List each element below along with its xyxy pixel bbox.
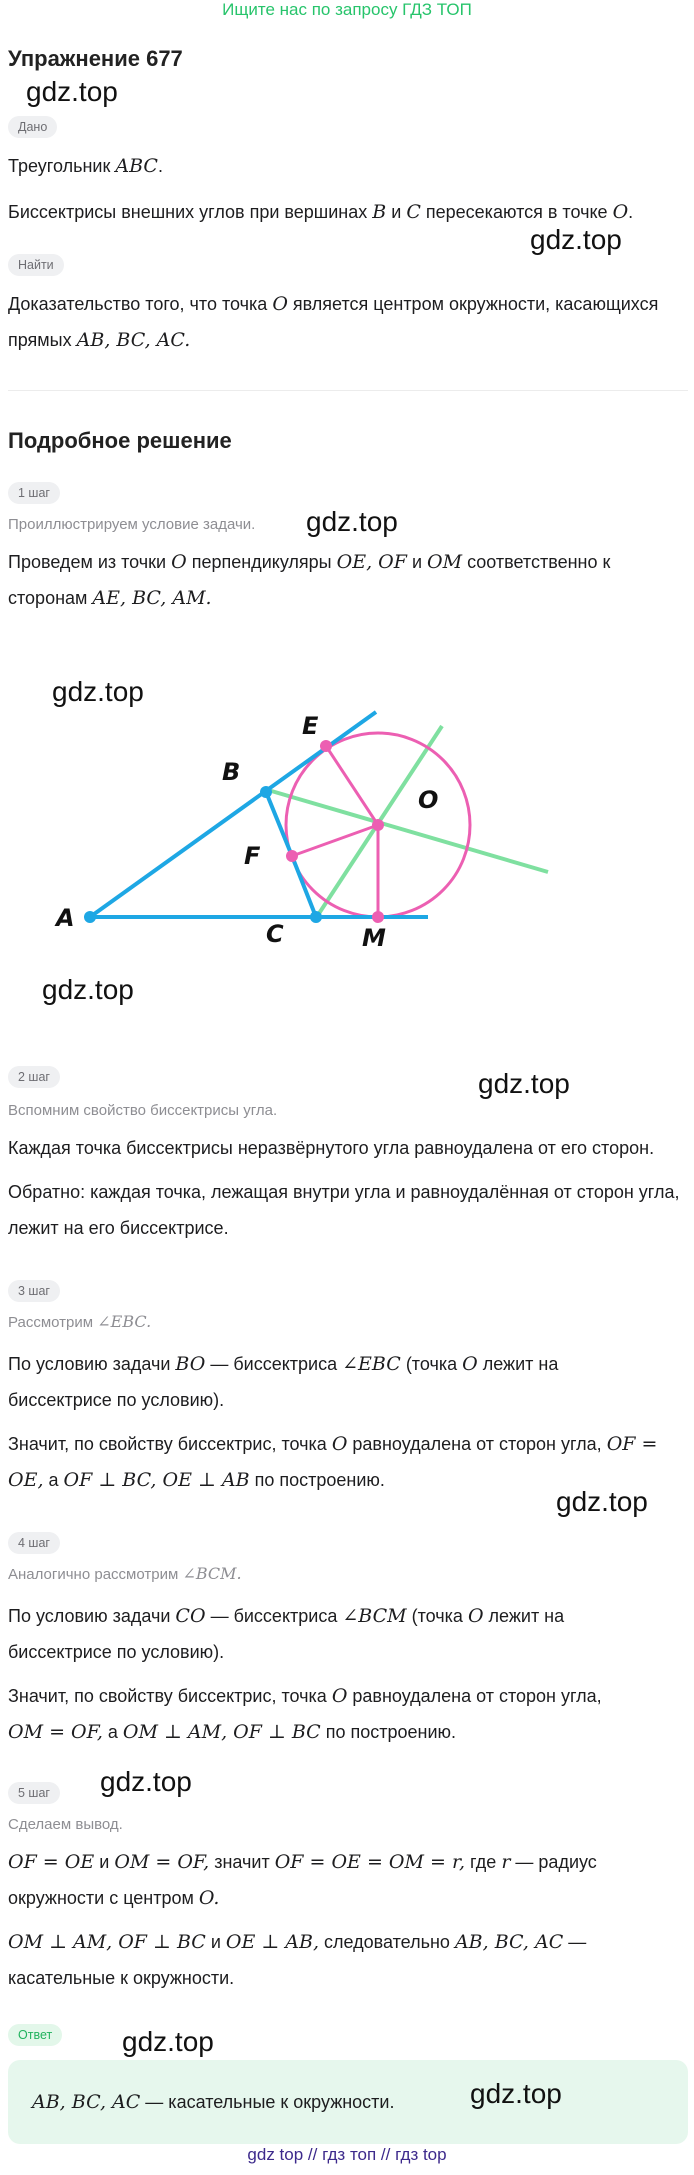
step-pill-label: 3 шаг: [8, 1280, 60, 1302]
step-math: r: [501, 1851, 511, 1873]
step-text: — биссектриса: [210, 1606, 338, 1626]
find-math: AB, BC, AC: [76, 329, 185, 351]
step-4-line-2: биссектрисе по условию).: [8, 1642, 225, 1662]
step-4-line-1: [8, 1598, 688, 1634]
find-text: Доказательство того, что точка: [8, 294, 268, 314]
step-4-line-4: [8, 1714, 688, 1750]
point-f: [286, 850, 298, 862]
point-a: [84, 911, 96, 923]
step-math: OM = OF,: [114, 1851, 210, 1873]
step-text: соответственно к: [467, 552, 611, 572]
step-text: по построению.: [325, 1722, 457, 1742]
label-c: C: [266, 920, 284, 948]
label-b: B: [222, 758, 241, 786]
given-math: B: [372, 201, 387, 223]
step-math: OM ⊥ AM, OF ⊥ BC: [8, 1931, 206, 1953]
step-math: O.: [198, 1887, 220, 1909]
step-4-line-3: [8, 1678, 688, 1714]
given-text: Биссектрисы внешних углов при вершинах: [8, 202, 368, 222]
point-b: [260, 786, 272, 798]
step-5-subtitle: Сделаем вывод.: [8, 1816, 123, 1833]
step-3-line-1: [8, 1346, 688, 1382]
step-math: OM ⊥ AM, OF ⊥ BC: [122, 1721, 321, 1743]
watermark: gdz.top: [470, 2078, 562, 2109]
step-math: O: [331, 1433, 348, 1455]
step-text: — радиус: [515, 1852, 597, 1872]
step-math: O: [462, 1353, 478, 1375]
step-text: По условию задачи: [8, 1354, 171, 1374]
answer-pill: [8, 2024, 62, 2046]
answer-text: — касательные к окружности.: [145, 2092, 395, 2112]
label-e: E: [302, 712, 319, 740]
point-o: [372, 819, 384, 831]
step-math: AB, BC, AC: [454, 1931, 564, 1953]
step-text: и: [411, 552, 423, 572]
step-math: AE, BC, AM.: [92, 587, 212, 609]
step-sub-text: Аналогично рассмотрим: [8, 1566, 179, 1583]
given-pill-label: Дано: [8, 116, 57, 138]
divider: [8, 390, 688, 391]
label-f: F: [244, 842, 261, 870]
watermark: gdz.top: [530, 224, 622, 255]
step-math: OE ⊥ AB,: [225, 1931, 320, 1953]
step-math: OF = OE: [8, 1851, 95, 1873]
side-fc: [292, 856, 316, 917]
step-math: ∠BCM: [342, 1605, 407, 1627]
watermark: gdz.top: [556, 1486, 648, 1517]
step-text: —: [568, 1932, 587, 1952]
given-pill: [8, 116, 57, 138]
step-pill-label: 1 шаг: [8, 482, 60, 504]
step-math: O: [467, 1605, 484, 1627]
step-text: перпендикуляры: [191, 552, 332, 572]
step-text: и: [99, 1852, 110, 1872]
watermark: gdz.top: [122, 2026, 214, 2057]
step-2-pill: [8, 1066, 60, 1088]
step-math: OF =: [606, 1433, 658, 1455]
step-text: лежит на: [488, 1606, 565, 1626]
step-text: окружности с центром: [8, 1888, 194, 1908]
answer-box: [8, 2060, 688, 2144]
bisector-b-line: [268, 790, 548, 872]
step-text: значит: [214, 1852, 270, 1872]
given-line-1: Треугольник ABC.: [8, 155, 163, 177]
step-math: OM = OF,: [8, 1721, 103, 1743]
step-4-subtitle: [8, 1564, 242, 1583]
step-text: равноудалена от сторон угла,: [352, 1686, 602, 1706]
given-text: и: [391, 202, 402, 222]
step-pill-label: 5 шаг: [8, 1782, 60, 1804]
step-text: — биссектриса: [210, 1354, 338, 1374]
step-text: (точка: [411, 1606, 463, 1626]
step-3-pill: [8, 1280, 60, 1302]
step-2-subtitle: Вспомним свойство биссектрисы угла.: [8, 1102, 278, 1119]
step-text: Значит, по свойству биссектрис, точка: [8, 1686, 327, 1706]
step-pill-label: 2 шаг: [8, 1066, 60, 1088]
geometry-figure: [0, 690, 694, 980]
step-5-line-4: касательные к окружности.: [8, 1968, 235, 1988]
watermark: gdz.top: [42, 974, 134, 1005]
answer-math: AB, BC, AC: [32, 2091, 141, 2113]
step-1-line-1: [8, 544, 688, 580]
step-math: CO: [175, 1605, 206, 1627]
given-math: ABC: [115, 155, 158, 177]
watermark: gdz.top: [478, 1068, 570, 1099]
watermark: gdz.top: [52, 676, 144, 707]
footer-links[interactable]: gdz top // гдз топ // гдз top: [247, 2145, 447, 2164]
step-3-line-2: биссектрисе по условию).: [8, 1390, 225, 1410]
label-a: A: [56, 904, 75, 932]
step-text: и: [210, 1932, 221, 1952]
step-math: OF ⊥ BC, OE ⊥ AB: [63, 1469, 250, 1491]
step-math: O: [171, 551, 187, 573]
step-2-para-2a: Обратно: каждая точка, лежащая внутри угла и равноудалённая от сторон угла,: [8, 1182, 680, 1202]
page-title: Упражнение 677: [8, 46, 183, 71]
step-5-line-1: [8, 1844, 688, 1880]
step-text: следовательно: [324, 1932, 450, 1952]
search-hint-link[interactable]: Ищите нас по запросу ГДЗ ТОП: [222, 0, 472, 19]
step-text: (точка: [405, 1354, 458, 1374]
given-text: пересекаются в точке: [425, 202, 608, 222]
find-text: прямых: [8, 330, 72, 350]
step-text: по построению.: [254, 1470, 385, 1490]
given-text: Треугольник: [8, 156, 111, 176]
step-pill-label: 4 шаг: [8, 1532, 60, 1554]
step-math: OE,: [8, 1469, 44, 1491]
step-text: а: [48, 1470, 59, 1490]
given-line-2: Биссектрисы внешних углов при вершинах B и C пересекаются в точке O.: [8, 201, 634, 223]
line-ae: [90, 712, 376, 917]
label-o: O: [418, 786, 439, 814]
step-3-subtitle: [8, 1312, 151, 1331]
find-text: является центром окружности, касающихся: [292, 294, 659, 314]
find-line-2: прямых AB, BC, AC.: [8, 329, 191, 351]
answer-line: [32, 2084, 394, 2120]
find-pill: [8, 254, 64, 276]
step-text: сторонам: [8, 588, 88, 608]
find-line-1: [8, 286, 688, 322]
step-math: O: [331, 1685, 348, 1707]
point-m: [372, 911, 384, 923]
step-5-line-2: [8, 1880, 688, 1916]
step-sub-math: ∠BCM.: [182, 1564, 242, 1583]
watermark: gdz.top: [100, 1766, 192, 1797]
step-math: BO: [175, 1353, 206, 1375]
step-sub-math: ∠EBC.: [97, 1312, 152, 1331]
step-5-line-3: [8, 1924, 688, 1960]
solution-title: Подробное решение: [8, 428, 232, 453]
watermark: gdz.top: [26, 76, 118, 107]
step-math: OE, OF: [336, 551, 407, 573]
step-5-pill: [8, 1782, 60, 1804]
step-3-line-3: [8, 1426, 688, 1462]
point-c: [310, 911, 322, 923]
label-m: M: [362, 924, 386, 952]
step-math: ∠EBC: [342, 1353, 401, 1375]
step-text: а: [107, 1722, 118, 1742]
step-text: Значит, по свойству биссектрис, точка: [8, 1434, 327, 1454]
answer-pill-label: Ответ: [8, 2024, 62, 2046]
find-math: O: [272, 293, 288, 315]
step-2-para-2b: лежит на его биссектрисе.: [8, 1218, 229, 1238]
step-1-line-2: [8, 580, 688, 616]
step-text: По условию задачи: [8, 1606, 171, 1626]
step-4-pill: [8, 1532, 60, 1554]
step-sub-text: Рассмотрим: [8, 1314, 94, 1331]
step-text: Проведем из точки: [8, 552, 167, 572]
step-text: лежит на: [482, 1354, 559, 1374]
find-pill-label: Найти: [8, 254, 64, 276]
point-e: [320, 740, 332, 752]
step-text: где: [470, 1852, 497, 1872]
step-math: OM: [427, 551, 463, 573]
step-text: равноудалена от сторон угла,: [352, 1434, 602, 1454]
step-1-subtitle: Проиллюстрируем условие задачи.: [8, 516, 256, 533]
given-math: O: [612, 201, 629, 223]
step-2-para-1: Каждая точка биссектрисы неразвёрнутого угла равноудалена от его сторон.: [8, 1138, 655, 1158]
step-1-pill: [8, 482, 60, 504]
given-math: C: [406, 201, 421, 223]
step-math: OF = OE = OM = r,: [274, 1851, 465, 1873]
watermark: gdz.top: [306, 506, 398, 537]
